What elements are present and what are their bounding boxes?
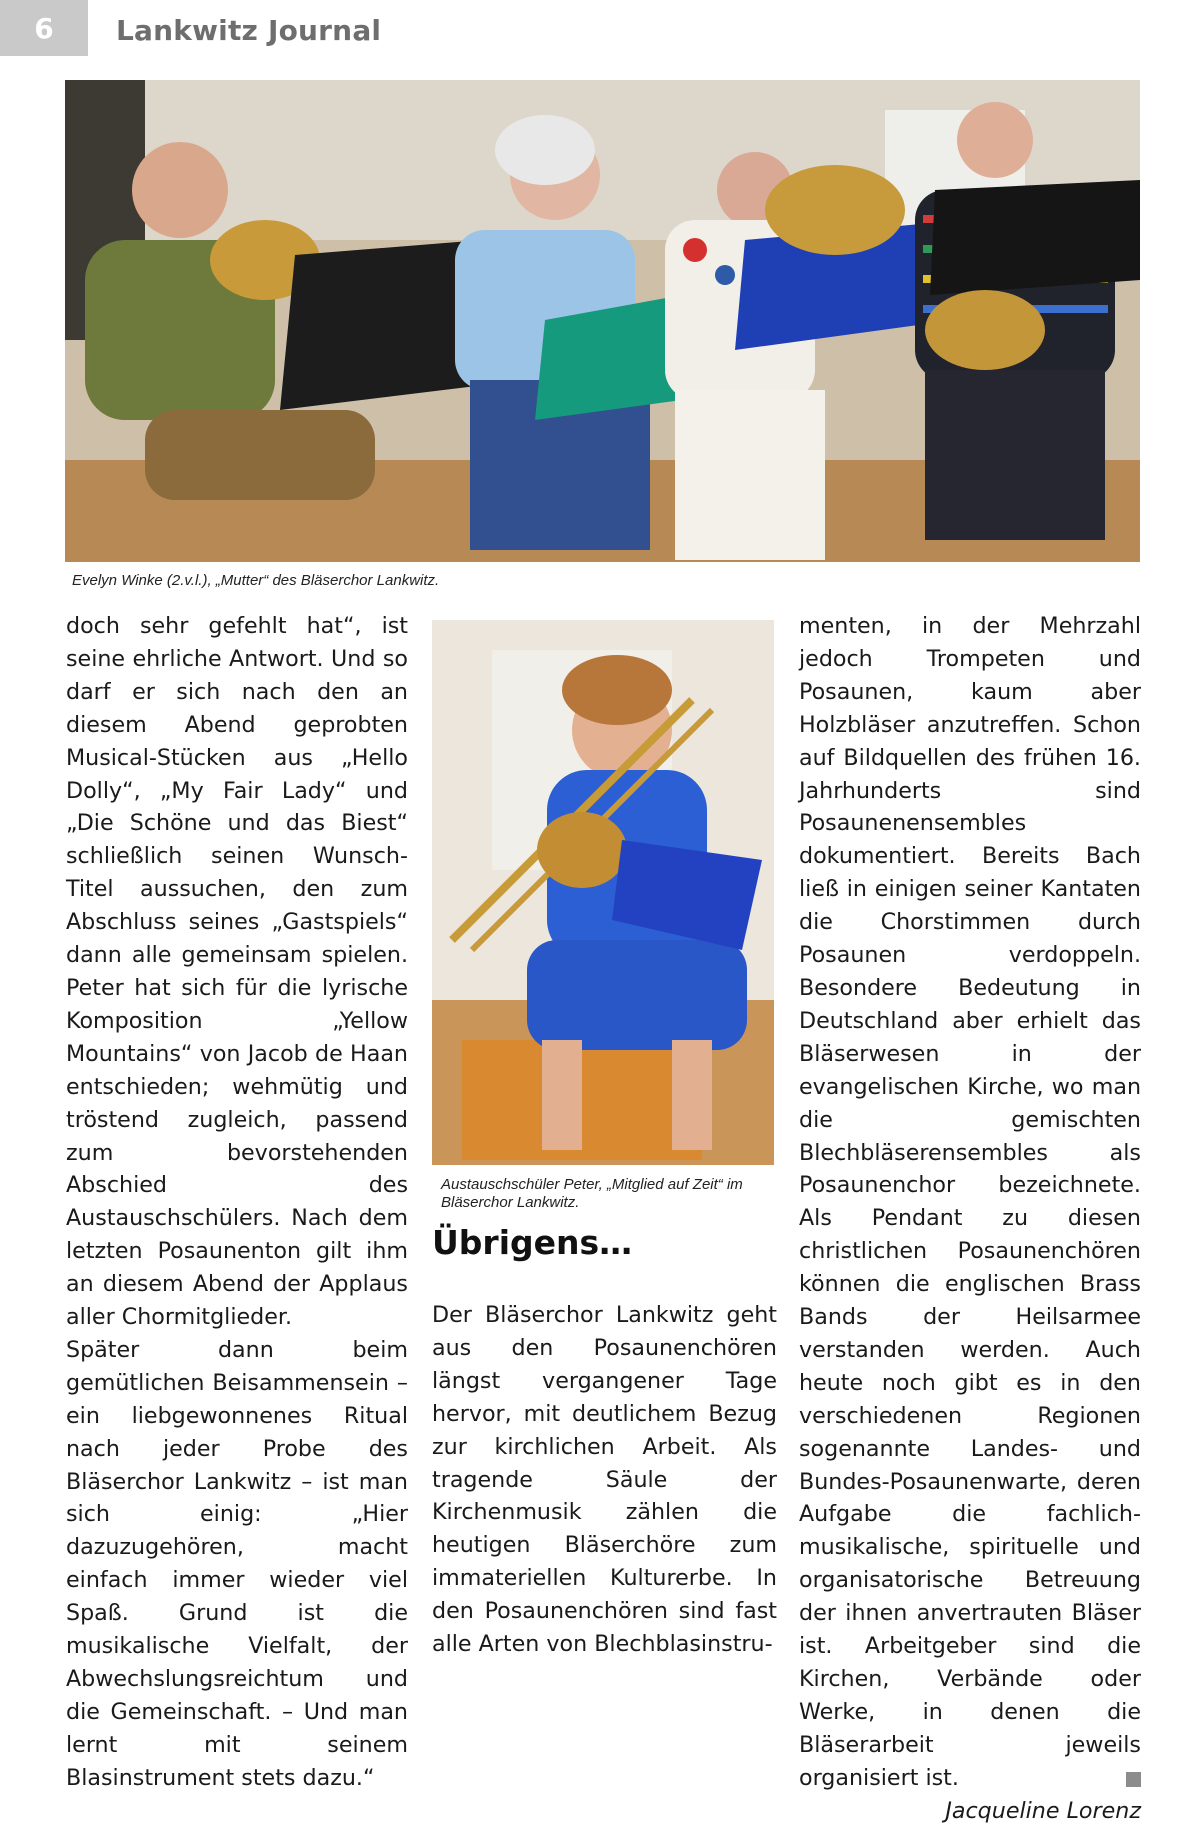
paragraph: Der Bläserchor Lankwitz geht aus den Posaunenchören längst vergangener Tage hervor, mit deutlichem Bezug zur kirchlichen Arbeit. Als tragende Säule der Kirchenmusik zählen die heutigen Bläserchöre zum immateriellen Kulturerbe. In den Posaunenchören sind fast alle Arten von Blechblasinstru- — [432, 1302, 777, 1658]
article-right-column — [799, 610, 1141, 1828]
page-number: 6 — [0, 0, 88, 56]
paragraph: doch sehr gefehlt hat“, ist seine ehrliche Antwort. Und so darf er sich nach den an diesem Abend geprobten Musical-Stücken aus „Hello Dolly“, „My Fair Lady“ und „Die Schöne und das Biest“ schließlich seinen Wunsch-Titel aussuchen, den zum Abschluss seines „Gastspiels“ dann alle gemeinsam spielen. Peter hat sich für die lyrische Komposition „Yellow Mountains“ von Jacob de Haan entschieden; wehmütig und tröstend zugleich, passend zum bevorstehenden Abschied des Austauschschülers. Nach dem letzten Posaunenton gilt ihm an diesem Abend der Applaus aller Chormitglieder. — [66, 613, 408, 1331]
article-left-column — [66, 610, 408, 1795]
paragraph — [799, 610, 1141, 1795]
main-photo-caption: Evelyn Winke (2.v.l.), „Mutter“ des Bläserchor Lankwitz. — [72, 572, 440, 589]
small-photo-caption: Austauschschüler Peter, „Mitglied auf Zeit“ im Bläserchor Lankwitz. — [441, 1176, 743, 1211]
journal-title: Lankwitz Journal — [116, 14, 382, 47]
section-heading: Übrigens… — [432, 1223, 633, 1262]
small-photo-trombone-student — [432, 620, 774, 1165]
author-name: Jacqueline Lorenz — [945, 1797, 1141, 1824]
main-photo-brass-band — [65, 80, 1140, 562]
end-of-article-icon — [1126, 1772, 1141, 1787]
paragraph-text: menten, in der Mehrzahl jedoch Trompeten und Posaunen, kaum aber Holzbläser anzutreffen. Schon auf Bildquellen des frühen 16. Jahrhunderts sind Posaunenensembles dokumentiert. Bereits Bach ließ in einigen seiner Kantaten die Chorstimmen durch Posaunen verdoppeln. Besondere Bedeutung in Deutschland aber erhielt das Bläserwesen in der evangelischen Kirche, wo man die gemischten Blechbläserensembles als Posaunenchor bezeichnete. Als Pendant zu diesen christlichen Posaunenchören können die englischen Brass Bands der Heilsarmee verstanden werden. Auch heute noch gibt es in den verschiedenen Regionen sogenannte Landes- und Bundes-Posaunenwarte, deren Aufgabe die fachlich-musikalische, spirituelle und organisatorische Betreuung der ihnen anvertrauten Bläser ist. Arbeitgeber sind die Kirchen, Verbände oder Werke, in denen die Bläserarbeit jeweils organisiert ist. — [799, 613, 1141, 1791]
article-middle-column — [432, 1299, 777, 1661]
paragraph: Später dann beim gemütlichen Beisammensein – ein liebgewonnenes Ritual nach jeder Probe des Bläserchor Lankwitz – ist man sich einig: „Hier dazuzugehören, macht einfach immer wieder viel Spaß. Grund ist die musikalische Vielfalt, der Abwechslungsreichtum und die Gemeinschaft. – Und man lernt mit seinem Blasinstrument stets dazu.“ — [66, 1336, 408, 1791]
